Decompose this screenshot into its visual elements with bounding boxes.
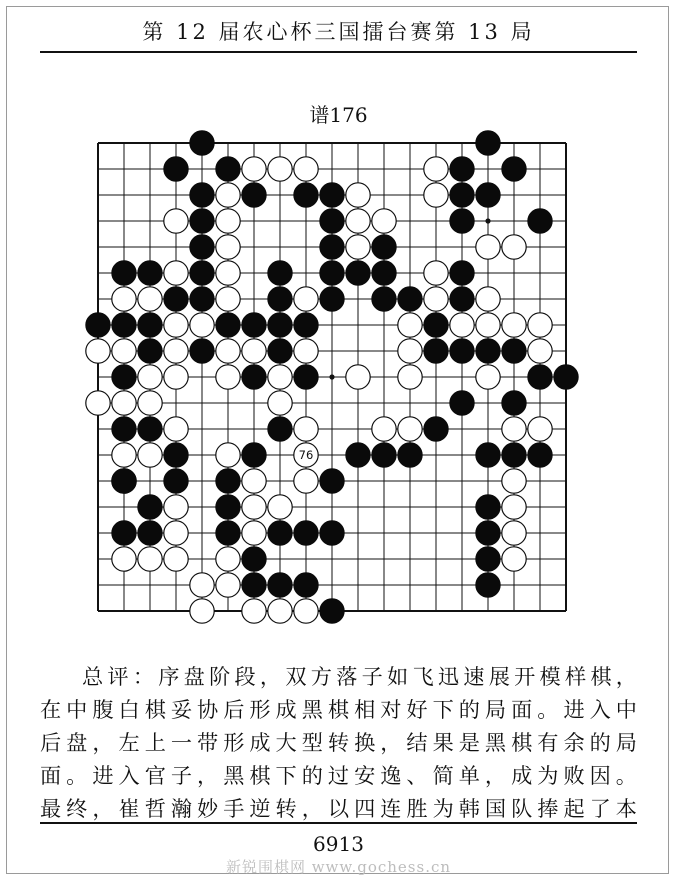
black-stone <box>320 183 344 207</box>
black-stone <box>476 443 500 467</box>
white-stone <box>476 287 500 311</box>
black-stone <box>242 313 266 337</box>
black-stone <box>112 521 136 545</box>
black-stone <box>450 261 474 285</box>
black-stone <box>294 521 318 545</box>
white-stone <box>138 365 162 389</box>
white-stone <box>112 287 136 311</box>
white-stone <box>216 365 240 389</box>
black-stone <box>242 183 266 207</box>
white-stone <box>138 443 162 467</box>
white-stone <box>242 339 266 363</box>
black-stone <box>476 131 500 155</box>
white-stone <box>164 417 188 441</box>
white-stone <box>528 313 552 337</box>
black-stone <box>268 417 292 441</box>
black-stone <box>268 339 292 363</box>
white-stone <box>216 287 240 311</box>
commentary-line: 面。进入官子，黑棋下的过安逸、简单，成为败因。 <box>40 763 637 788</box>
white-stone <box>138 547 162 571</box>
black-stone <box>294 365 318 389</box>
black-stone <box>502 443 526 467</box>
white-stone <box>424 183 448 207</box>
white-stone <box>372 209 396 233</box>
white-stone <box>398 313 422 337</box>
black-stone <box>268 313 292 337</box>
black-stone <box>346 443 370 467</box>
black-stone <box>398 443 422 467</box>
black-stone <box>216 313 240 337</box>
white-stone <box>502 469 526 493</box>
white-stone <box>164 339 188 363</box>
white-stone <box>502 235 526 259</box>
black-stone <box>216 521 240 545</box>
black-stone <box>450 157 474 181</box>
black-stone <box>502 339 526 363</box>
white-stone <box>502 417 526 441</box>
white-stone <box>424 157 448 181</box>
black-stone <box>476 183 500 207</box>
black-stone <box>320 287 344 311</box>
black-stone <box>112 365 136 389</box>
black-stone <box>216 157 240 181</box>
black-stone <box>528 365 552 389</box>
commentary-line: 在中腹白棋妥协后形成黑棋相对好下的局面。进入中 <box>40 697 637 722</box>
white-stone <box>242 495 266 519</box>
black-stone <box>450 339 474 363</box>
black-stone <box>294 313 318 337</box>
commentary-line: 总评：序盘阶段，双方落子如飞迅速展开模样棋， <box>82 664 637 689</box>
header-rule <box>40 51 637 53</box>
black-stone <box>216 495 240 519</box>
black-stone <box>164 287 188 311</box>
white-stone <box>242 157 266 181</box>
black-stone <box>164 469 188 493</box>
black-stone <box>372 287 396 311</box>
white-stone <box>398 417 422 441</box>
white-stone <box>86 339 110 363</box>
white-stone <box>502 521 526 545</box>
black-stone <box>190 131 214 155</box>
star-point <box>329 374 334 379</box>
white-stone <box>294 469 318 493</box>
white-stone <box>242 469 266 493</box>
white-stone <box>112 443 136 467</box>
black-stone <box>164 157 188 181</box>
black-stone <box>242 443 266 467</box>
black-stone <box>398 287 422 311</box>
black-stone <box>112 417 136 441</box>
white-stone <box>138 287 162 311</box>
black-stone <box>268 521 292 545</box>
white-stone <box>164 209 188 233</box>
white-stone <box>294 287 318 311</box>
star-point <box>485 218 490 223</box>
black-stone <box>502 391 526 415</box>
black-stone <box>320 469 344 493</box>
white-stone <box>294 599 318 623</box>
black-stone <box>112 261 136 285</box>
white-stone <box>502 495 526 519</box>
white-stone <box>164 521 188 545</box>
black-stone <box>112 469 136 493</box>
black-stone <box>268 261 292 285</box>
black-stone <box>138 521 162 545</box>
white-stone <box>138 391 162 415</box>
page-number: 6913 <box>313 832 364 856</box>
white-stone <box>190 599 214 623</box>
black-stone <box>476 547 500 571</box>
white-stone <box>398 339 422 363</box>
white-stone <box>424 261 448 285</box>
white-stone <box>164 495 188 519</box>
white-stone <box>216 547 240 571</box>
white-stone <box>424 287 448 311</box>
white-stone <box>216 573 240 597</box>
white-stone <box>450 313 474 337</box>
move-marker <box>294 443 318 467</box>
black-stone <box>190 235 214 259</box>
black-stone <box>268 287 292 311</box>
black-stone <box>190 287 214 311</box>
black-stone <box>112 313 136 337</box>
white-stone <box>294 157 318 181</box>
white-stone <box>268 157 292 181</box>
commentary-line: 最终，崔哲瀚妙手逆转，以四连胜为韩国队捧起了本 <box>40 796 637 821</box>
white-stone <box>216 209 240 233</box>
black-stone <box>424 339 448 363</box>
footer-rule <box>40 822 637 824</box>
black-stone <box>242 547 266 571</box>
black-stone <box>294 573 318 597</box>
white-stone <box>164 313 188 337</box>
black-stone <box>502 157 526 181</box>
commentary-line: 后盘，左上一带形成大型转换，结果是黑棋有余的局 <box>40 730 637 755</box>
white-stone <box>164 261 188 285</box>
header-title: 第 12 届农心杯三国擂台赛第 13 局 <box>142 20 535 44</box>
white-stone <box>346 365 370 389</box>
black-stone <box>346 261 370 285</box>
black-stone <box>242 365 266 389</box>
black-stone <box>450 287 474 311</box>
black-stone <box>450 183 474 207</box>
white-stone <box>346 183 370 207</box>
black-stone <box>138 495 162 519</box>
black-stone <box>190 209 214 233</box>
black-stone <box>190 183 214 207</box>
black-stone <box>450 391 474 415</box>
white-stone <box>216 443 240 467</box>
black-stone <box>476 339 500 363</box>
white-stone <box>528 417 552 441</box>
watermark: 新锐围棋网 www.gochess.cn <box>225 858 452 876</box>
black-stone <box>476 573 500 597</box>
white-stone <box>294 339 318 363</box>
white-stone <box>294 417 318 441</box>
white-stone <box>164 547 188 571</box>
black-stone <box>268 573 292 597</box>
white-stone <box>502 313 526 337</box>
white-stone <box>112 391 136 415</box>
black-stone <box>138 339 162 363</box>
black-stone <box>320 261 344 285</box>
diagram-caption: 谱176 <box>309 103 368 127</box>
black-stone <box>164 443 188 467</box>
black-stone <box>372 235 396 259</box>
go-board <box>83 128 583 628</box>
black-stone <box>190 261 214 285</box>
black-stone <box>320 599 344 623</box>
black-stone <box>424 313 448 337</box>
black-stone <box>216 469 240 493</box>
black-stone <box>242 573 266 597</box>
black-stone <box>372 261 396 285</box>
white-stone <box>164 365 188 389</box>
white-stone <box>268 495 292 519</box>
white-stone <box>476 365 500 389</box>
white-stone <box>268 365 292 389</box>
white-stone <box>216 339 240 363</box>
white-stone <box>216 183 240 207</box>
white-stone <box>242 521 266 545</box>
black-stone <box>320 235 344 259</box>
commentary <box>40 660 637 825</box>
white-stone <box>112 547 136 571</box>
black-stone <box>138 313 162 337</box>
black-stone <box>476 495 500 519</box>
black-stone <box>554 365 578 389</box>
white-stone <box>476 235 500 259</box>
black-stone <box>138 261 162 285</box>
black-stone <box>138 417 162 441</box>
black-stone <box>320 521 344 545</box>
black-stone <box>528 443 552 467</box>
black-stone <box>476 521 500 545</box>
white-stone <box>242 599 266 623</box>
black-stone <box>528 209 552 233</box>
white-stone <box>86 391 110 415</box>
black-stone <box>190 339 214 363</box>
white-stone <box>502 547 526 571</box>
white-stone <box>190 573 214 597</box>
white-stone <box>190 313 214 337</box>
white-stone <box>476 313 500 337</box>
white-stone <box>268 599 292 623</box>
white-stone <box>398 365 422 389</box>
black-stone <box>450 209 474 233</box>
black-stone <box>86 313 110 337</box>
white-stone <box>216 261 240 285</box>
white-stone <box>346 235 370 259</box>
black-stone <box>372 443 396 467</box>
white-stone <box>216 235 240 259</box>
white-stone <box>346 209 370 233</box>
white-stone <box>372 417 396 441</box>
white-stone <box>268 391 292 415</box>
white-stone <box>112 339 136 363</box>
black-stone <box>424 417 448 441</box>
move-number-label: 76 <box>298 448 314 462</box>
black-stone <box>294 183 318 207</box>
black-stone <box>320 209 344 233</box>
white-stone <box>528 339 552 363</box>
